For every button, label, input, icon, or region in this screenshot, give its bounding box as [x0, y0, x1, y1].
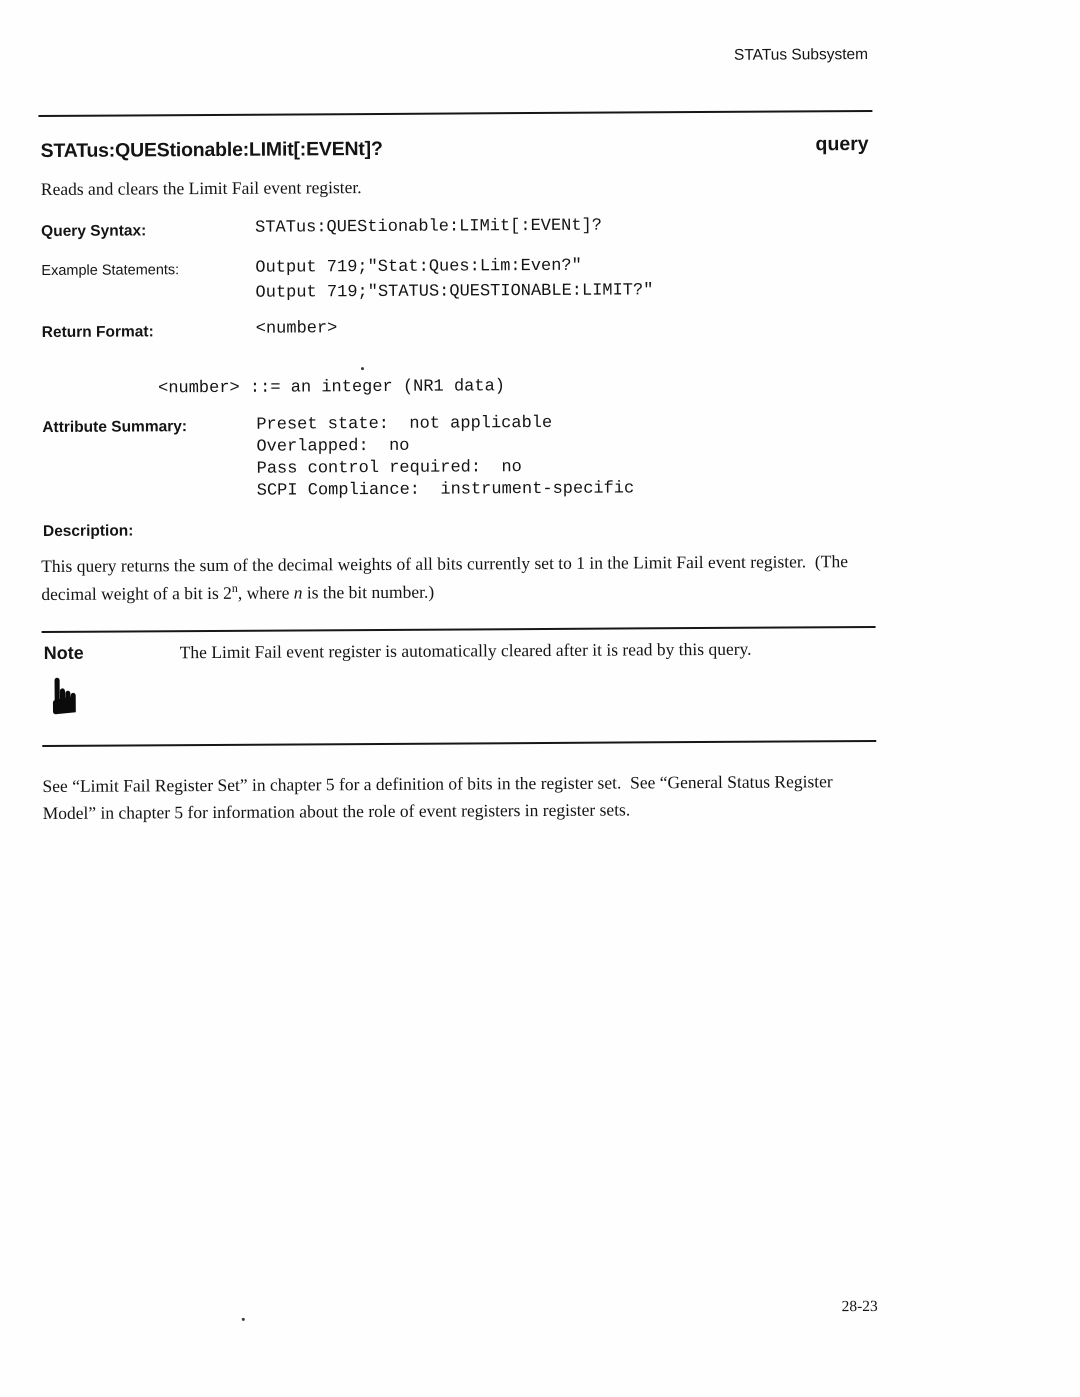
return-format-value: <number> — [255, 319, 338, 339]
query-syntax-label: Query Syntax: — [41, 222, 147, 241]
command-summary: Reads and clears the Limit Fail event register. — [40, 177, 362, 200]
running-header: STATus Subsystem — [733, 45, 869, 64]
description-part-2: , where — [237, 582, 294, 603]
description-text — [41, 547, 879, 608]
example-statements-label: Example Statements: — [41, 262, 180, 280]
note-text: The Limit Fail event register is automatically cleared after it is read by this query. — [179, 638, 752, 663]
scan-artifact-dot — [242, 1318, 245, 1321]
description-exponent: n — [231, 581, 238, 596]
return-format-label: Return Format: — [41, 323, 154, 342]
cross-reference-text: See “Limit Fail Register Set” in chapter 5 for a definition of bits in the register set. See “General Status Register Model” in chapter 5 for information about the role of event registers in register sets. — [42, 771, 838, 824]
note-label: Note — [43, 642, 84, 664]
query-syntax-value: STATus:QUEStionable:LIMit[:EVENt]? — [255, 216, 603, 238]
example-statement-line-2: Output 719;"STATUS:QUESTIONABLE:LIMIT?" — [255, 281, 654, 303]
number-definition: <number> ::= an integer (NR1 data) — [158, 377, 506, 399]
attribute-summary-label: Attribute Summary: — [42, 418, 188, 437]
attribute-pass-control: Pass control required: no — [256, 458, 522, 479]
attribute-scpi-compliance: SCPI Compliance: instrument-specific — [256, 479, 635, 501]
description-part-3: is the bit number.) — [302, 581, 435, 603]
command-title: STATus:QUEStionable:LIMit[:EVENt]? — [40, 137, 383, 163]
description-italic-n: n — [293, 582, 303, 603]
note-top-divider — [42, 626, 876, 633]
description-part-1: This query returns the sum of the decimal weights of all bits currently set to 1 in the Limit Fail event register. (The decimal weight of a bit is 2 — [41, 551, 853, 605]
example-statement-line-1: Output 719;"Stat:Ques:Lim:Even?" — [255, 256, 582, 278]
pointing-hand-icon: ☛ — [36, 673, 93, 719]
command-type-badge: query — [815, 132, 869, 156]
scan-artifact-dot — [361, 367, 364, 370]
top-divider — [38, 110, 872, 117]
page-number: 28-23 — [841, 1297, 878, 1316]
description-label: Description: — [42, 522, 134, 541]
note-bottom-divider — [42, 740, 876, 747]
attribute-overlapped: Overlapped: no — [256, 436, 410, 457]
attribute-preset-state: Preset state: not applicable — [256, 413, 553, 435]
